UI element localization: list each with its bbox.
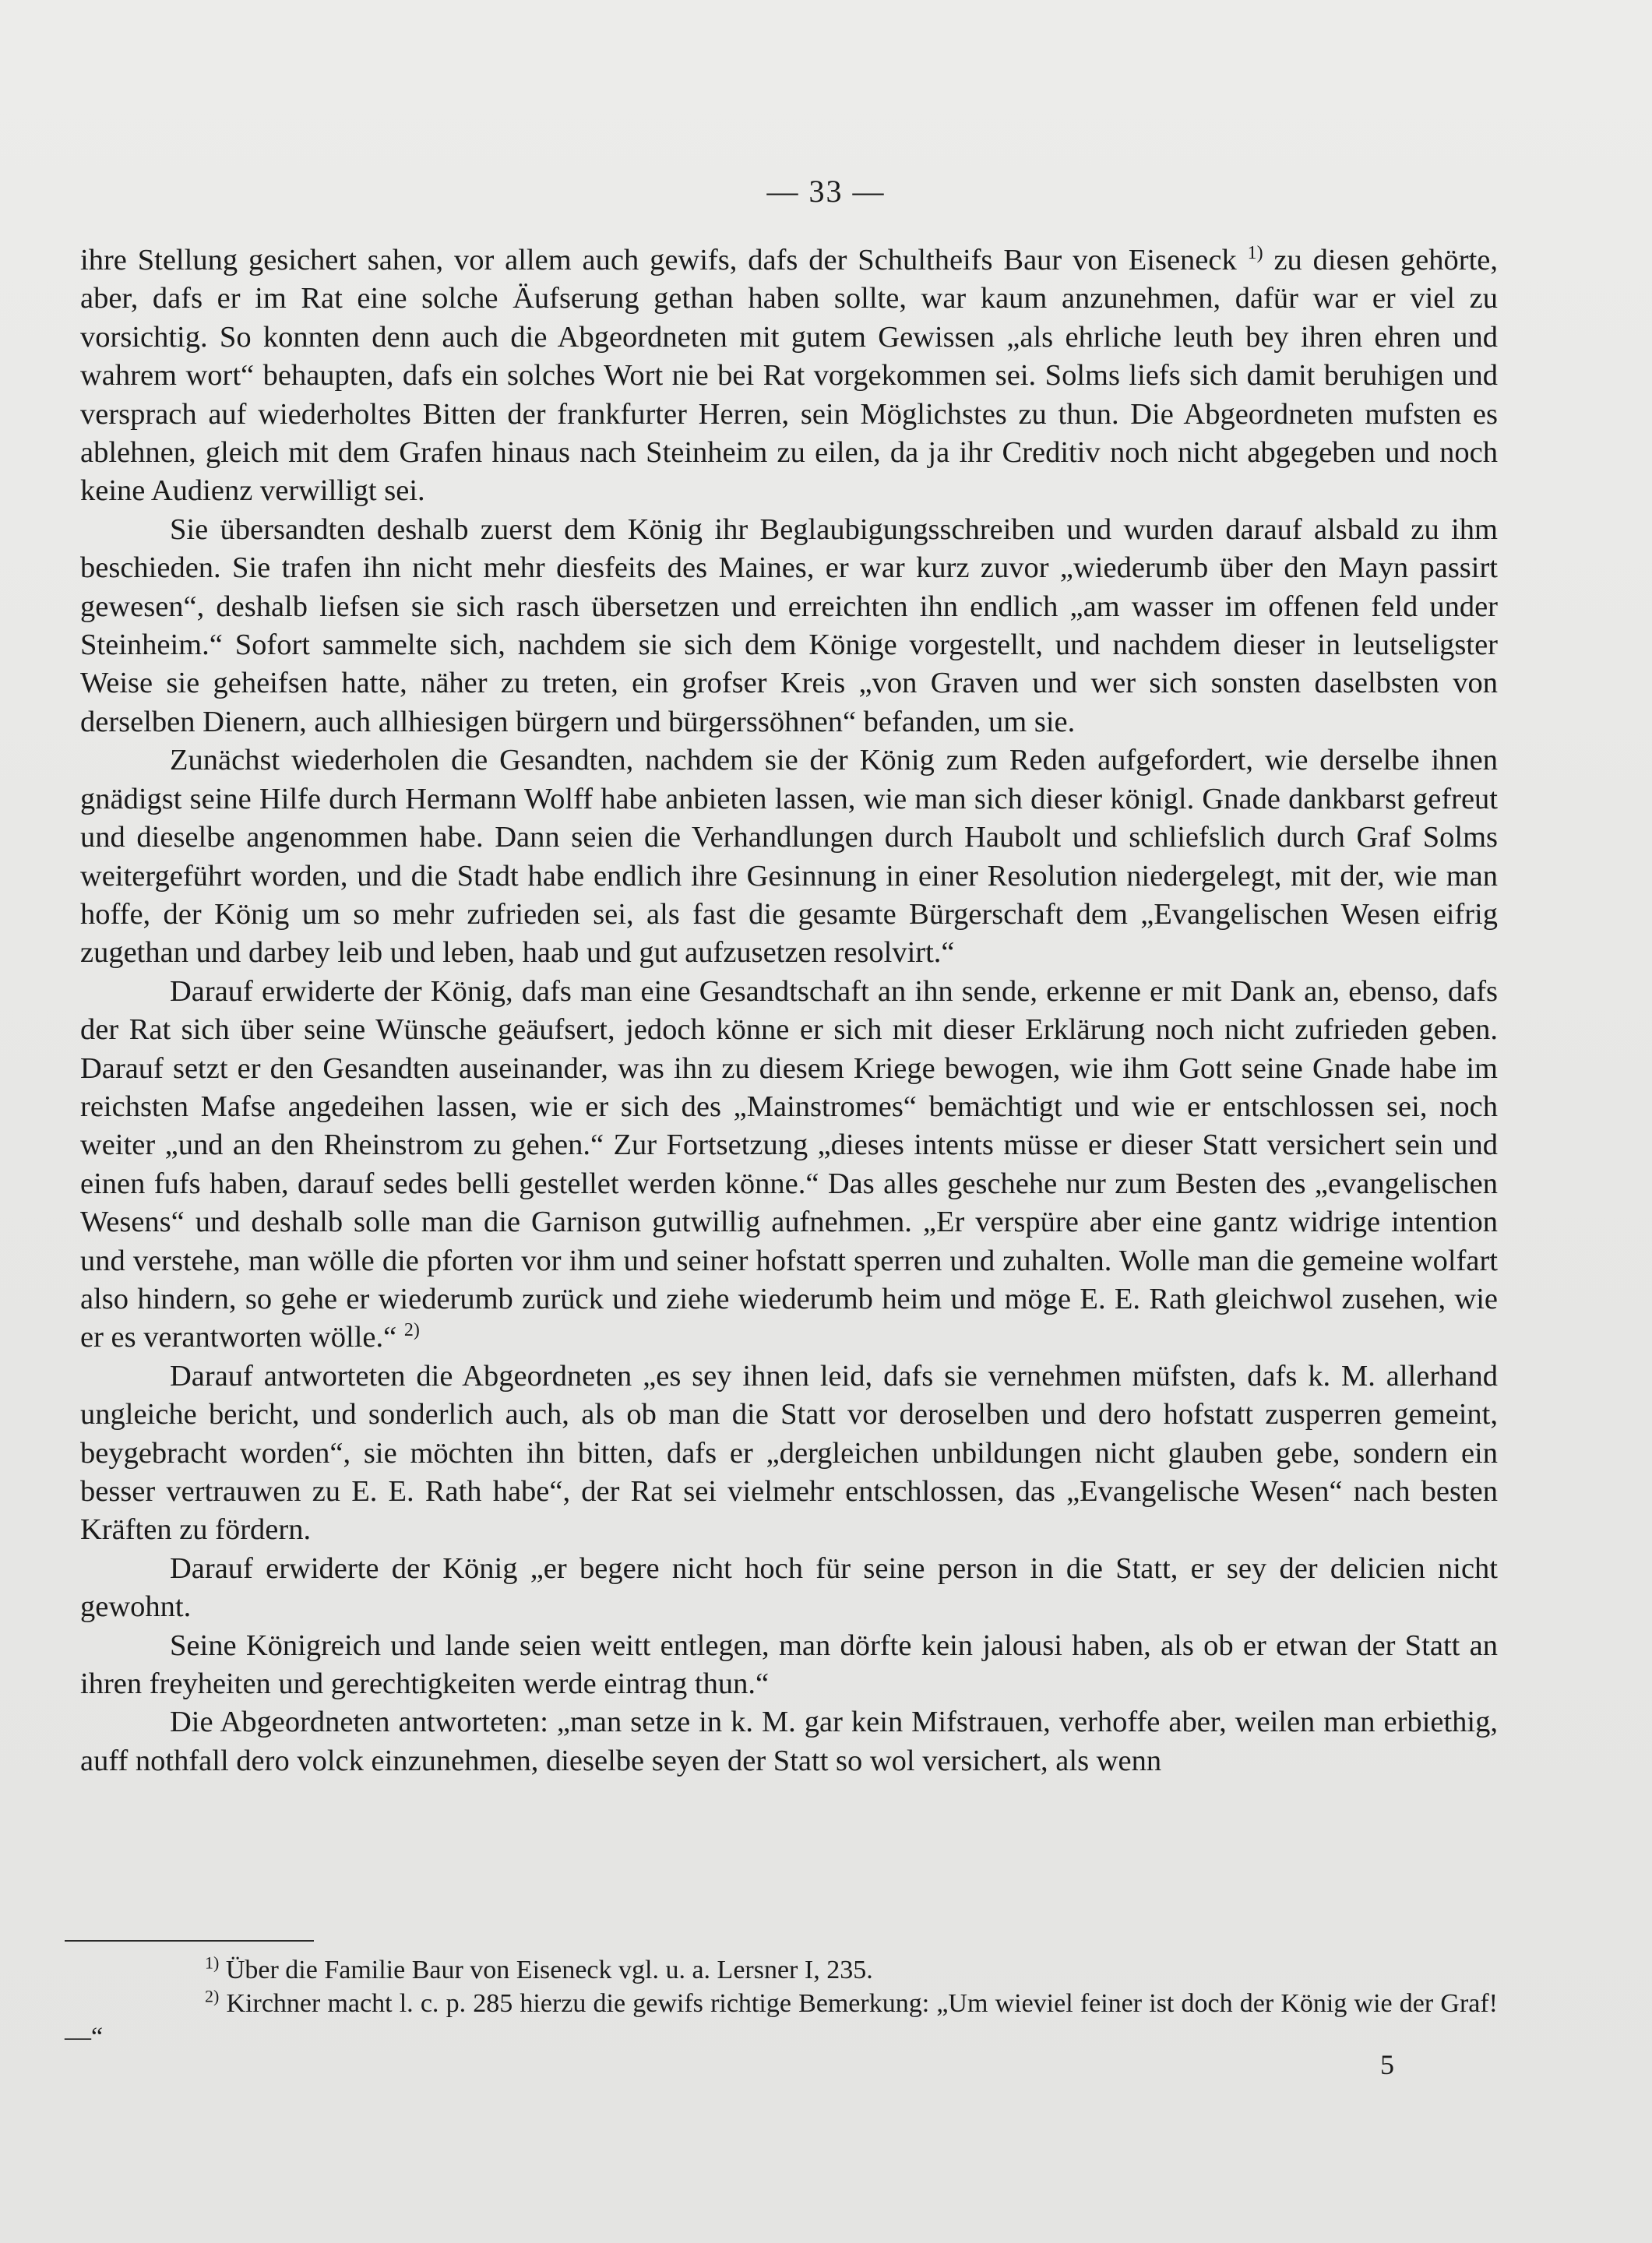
paragraph — [80, 741, 1498, 972]
body-text — [80, 241, 1498, 1780]
paragraph — [80, 1357, 1498, 1550]
paragraph-text: Darauf antworteten die Abgeordneten „es sey ihnen leid, dafs sie vernehmen müfsten, dafs k. M. allerhand ungleiche bericht, und sonderlich auch, als ob man die Statt vor deroselben und dero hofstatt zusperren gemeint, beygebracht worden“, sie möchten ihn bitten, dafs er „dergleichen unbildungen nicht glauben gebe, sondern ein besser vertrauwen zu E. E. Rath habe“, der Rat sei vielmehr entschlossen, das „Evangelische Wesen“ nach besten Kräften zu fördern. — [80, 1359, 1498, 1547]
paragraph — [80, 241, 1498, 511]
paragraph — [80, 1703, 1498, 1780]
paragraph-text: ihre Stellung gesichert sahen, vor allem auch gewifs, dafs der Schultheifs Baur von Eiseneck — [80, 244, 1248, 276]
paragraph — [80, 1627, 1498, 1704]
footnote-1-text: Über die Familie Baur von Eiseneck vgl. u. a. Lersner I, 235. — [219, 1956, 873, 1984]
paragraph — [80, 1550, 1498, 1627]
paragraph-text: zu diesen gehörte, aber, dafs er im Rat eine solche Äufserung gethan haben sollte, war kaum anzunehmen, dafür war er viel zu vorsichtig. So konnten denn auch die Abgeordneten mit gutem Gewissen „als ehrliche leuth bey ihren ehren und wahrem wort“ behaupten, dafs ein solches Wort nie bei Rat vorgekommen sei. Solms liefs sich damit beruhigen und versprach auf wiederholtes Bitten der frankfurter Herren, sein Möglichstes zu thun. Die Abgeordneten mufsten es ablehnen, gleich mit dem Grafen hinaus nach Steinheim zu eilen, da ja ihr Creditiv noch nicht abgegeben und noch keine Audienz verwilligt sei. — [80, 244, 1498, 508]
paragraph — [80, 973, 1498, 1357]
paragraph-text: Die Abgeordneten antworteten: „man setze in k. M. gar kein Mifstrauen, verhoffe aber, weilen man erbiethig, auff nothfall dero volck einzunehmen, dieselbe seyen der Statt so wol versichert, als wenn — [80, 1706, 1498, 1777]
footnote-divider — [65, 1940, 314, 1942]
footnote-1 — [65, 1953, 1498, 1987]
paragraph — [80, 511, 1498, 741]
footnote-reference: 1) — [1247, 243, 1263, 264]
footnote-2-text: Kirchner macht l. c. p. 285 hierzu die gewifs richtige Bemerkung: „Um wieviel feiner ist doch der König wie der Graf! —“ — [65, 1989, 1498, 2051]
paragraph-text: Sie übersandten deshalb zuerst dem König ihr Beglaubigungsschreiben und wurden darauf alsbald zu ihm beschieden. Sie trafen ihn nicht mehr diesfeits des Maines, er war kurz zuvor „wiederumb über den Mayn passirt gewesen“, deshalb liefsen sie sich rasch übersetzen und erreichten ihn endlich „am wasser im offenen feld under Steinheim.“ Sofort sammelte sich, nachdem sie sich dem Könige vorgestellt, und nachdem dieser in leutseligster Weise sie geheifsen hatte, näher zu treten, ein grofser Kreis „von Graven und wer sich sonsten daselbsten von derselben Dienern, auch allhiesigen bürgern und bürgerssöhnen“ befanden, um sie. — [80, 512, 1498, 738]
footnote-2 — [65, 1987, 1498, 2054]
paragraph-text: Darauf erwiderte der König, dafs man eine Gesandtschaft an ihn sende, erkenne er mit Dank an, ebenso, dafs der Rat sich über seine Wünsche geäufsert, jedoch könne er sich mit dieser Erklärung noch nicht zufrieden geben. Darauf setzt er den Gesandten auseinander, was ihn zu diesem Kriege bewogen, wie ihm Gott seine Gnade habe im reichsten Mafse angedeihen lassen, wie er sich des „Mainstromes“ bemächtigt und wie er entschlossen sei, noch weiter „und an den Rheinstrom zu gehen.“ Zur Fortsetzung „dieses intents müsse er dieser Statt versichert sein und einen fufs haben, darauf sedes belli gestellet werden könne.“ Das alles geschehe nur zum Besten des „evangelischen Wesens“ und deshalb solle man die Garnison gutwillig aufnehmen. „Er verspüre aber eine gantz widrige intention und verstehe, man wölle die pforten vor ihm und seiner hofstatt sperren und zuhalten. Wolle man die gemeine wolfart also hindern, so gehe er wiederumb zurück und ziehe wiederumb heim und möge E. E. Rath gleichwol zusehen, wie er es verantworten wölle.“ — [80, 974, 1498, 1354]
footnote-reference: 2) — [403, 1320, 420, 1341]
signature-mark: 5 — [1380, 2049, 1394, 2080]
page-number: — 33 — — [766, 174, 886, 209]
paragraph-text: Zunächst wiederholen die Gesandten, nachdem sie der König zum Reden aufgefordert, wie derselbe ihnen gnädigst seine Hilfe durch Hermann Wolff habe anbieten lassen, wie man sich dieser königl. Gnade dankbarst gefreut und dieselbe angenommen habe. Dann seien die Verhandlungen durch Haubolt und schliefslich durch Graf Solms weitergeführt worden, und die Stadt habe endlich ihre Gesinnung in einer Resolution niedergelegt, mit der, wie man hoffe, der König um so mehr zufrieden sei, als fast die gesamte Bürgerschaft dem „Evangelischen Wesen eifrig zugethan und darbey leib und leben, haab und gut aufzusetzen resolvirt.“ — [80, 744, 1498, 970]
footnotes — [65, 1953, 1498, 2054]
footnote-1-mark: 1) — [205, 1953, 220, 1973]
footnote-2-mark: 2) — [205, 1986, 220, 2006]
paragraph-text: Seine Königreich und lande seien weitt entlegen, man dörfte kein jalousi haben, als ob er etwan der Statt an ihren freyheiten und gerechtigkeiten werde eintrag thun.“ — [80, 1629, 1498, 1701]
paragraph-text: Darauf erwiderte der König „er begere nicht hoch für seine person in die Statt, er sey der delicien nicht gewohnt. — [80, 1551, 1498, 1624]
